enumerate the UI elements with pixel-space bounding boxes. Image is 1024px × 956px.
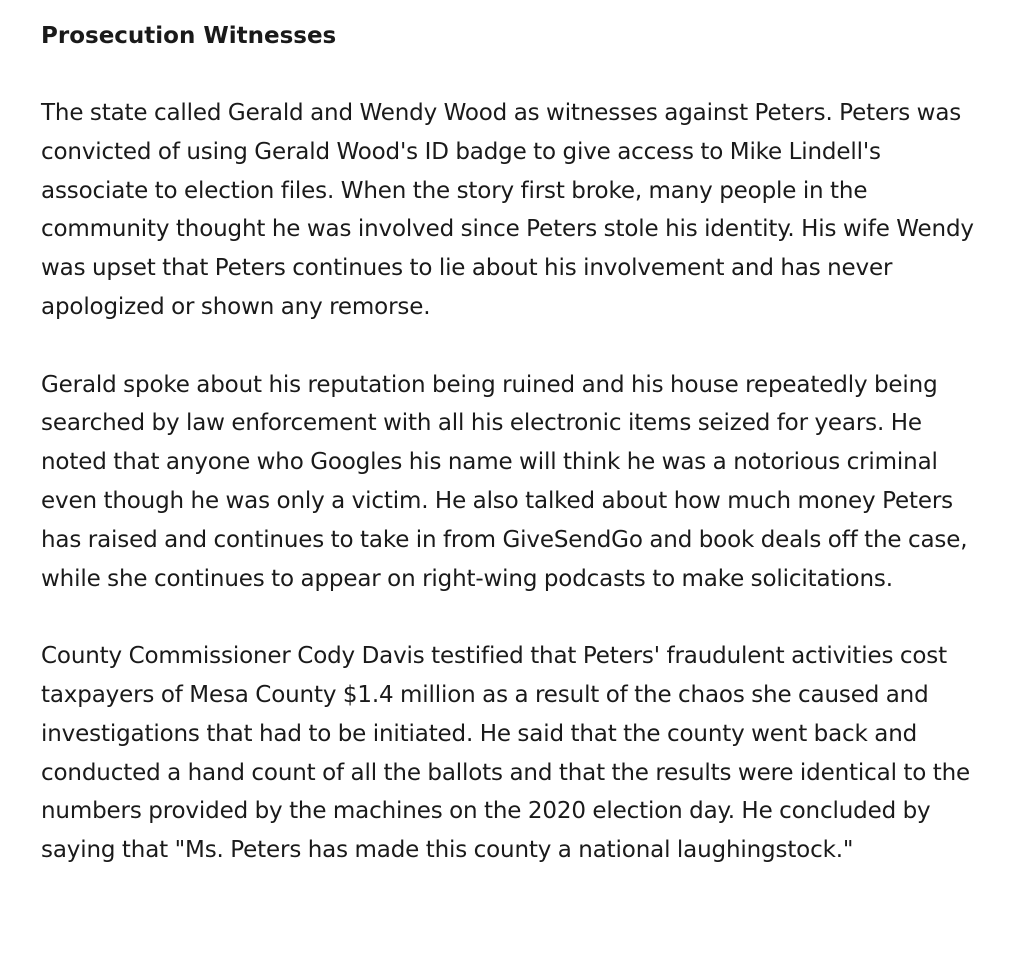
paragraph-wood-testimony: The state called Gerald and Wendy Wood as witnesses against Peters. Peters was convicted of using Gerald Wood's ID badge to give access to Mike Lindell's associate to election files. When the story first broke, many people in the community thought he was involved since Peters stole his identity. His wife Wendy was upset that Peters continues to lie about his involvement and has never apologized or shown any remorse. — [41, 100, 974, 320]
paragraph-gerald-reputation: Gerald spoke about his reputation being ruined and his house repeatedly being searched by law enforcement with all his electronic items seized for years. He noted that anyone who Googles his name will think he was a notorious criminal even though he was only a victim. He also talked about how much money Peters has raised and continues to take in from GiveSendGo and book deals off the case, while she continues to appear on right-wing podcasts to make solicitations. — [41, 371, 968, 592]
section-heading: Prosecution Witnesses — [41, 23, 337, 49]
paragraph-commissioner-testimony: County Commissioner Cody Davis testified that Peters' fraudulent activities cost taxpayers of Mesa County $1.4 million as a result of the chaos she caused and investigations that had to be initiated. He said that the county went back and conducted a hand count of all the ballots and that the results were identical to the numbers provided by the machines on the 2020 election day. He concluded by saying that "Ms. Peters has made this county a national laughingstock." — [41, 643, 971, 864]
